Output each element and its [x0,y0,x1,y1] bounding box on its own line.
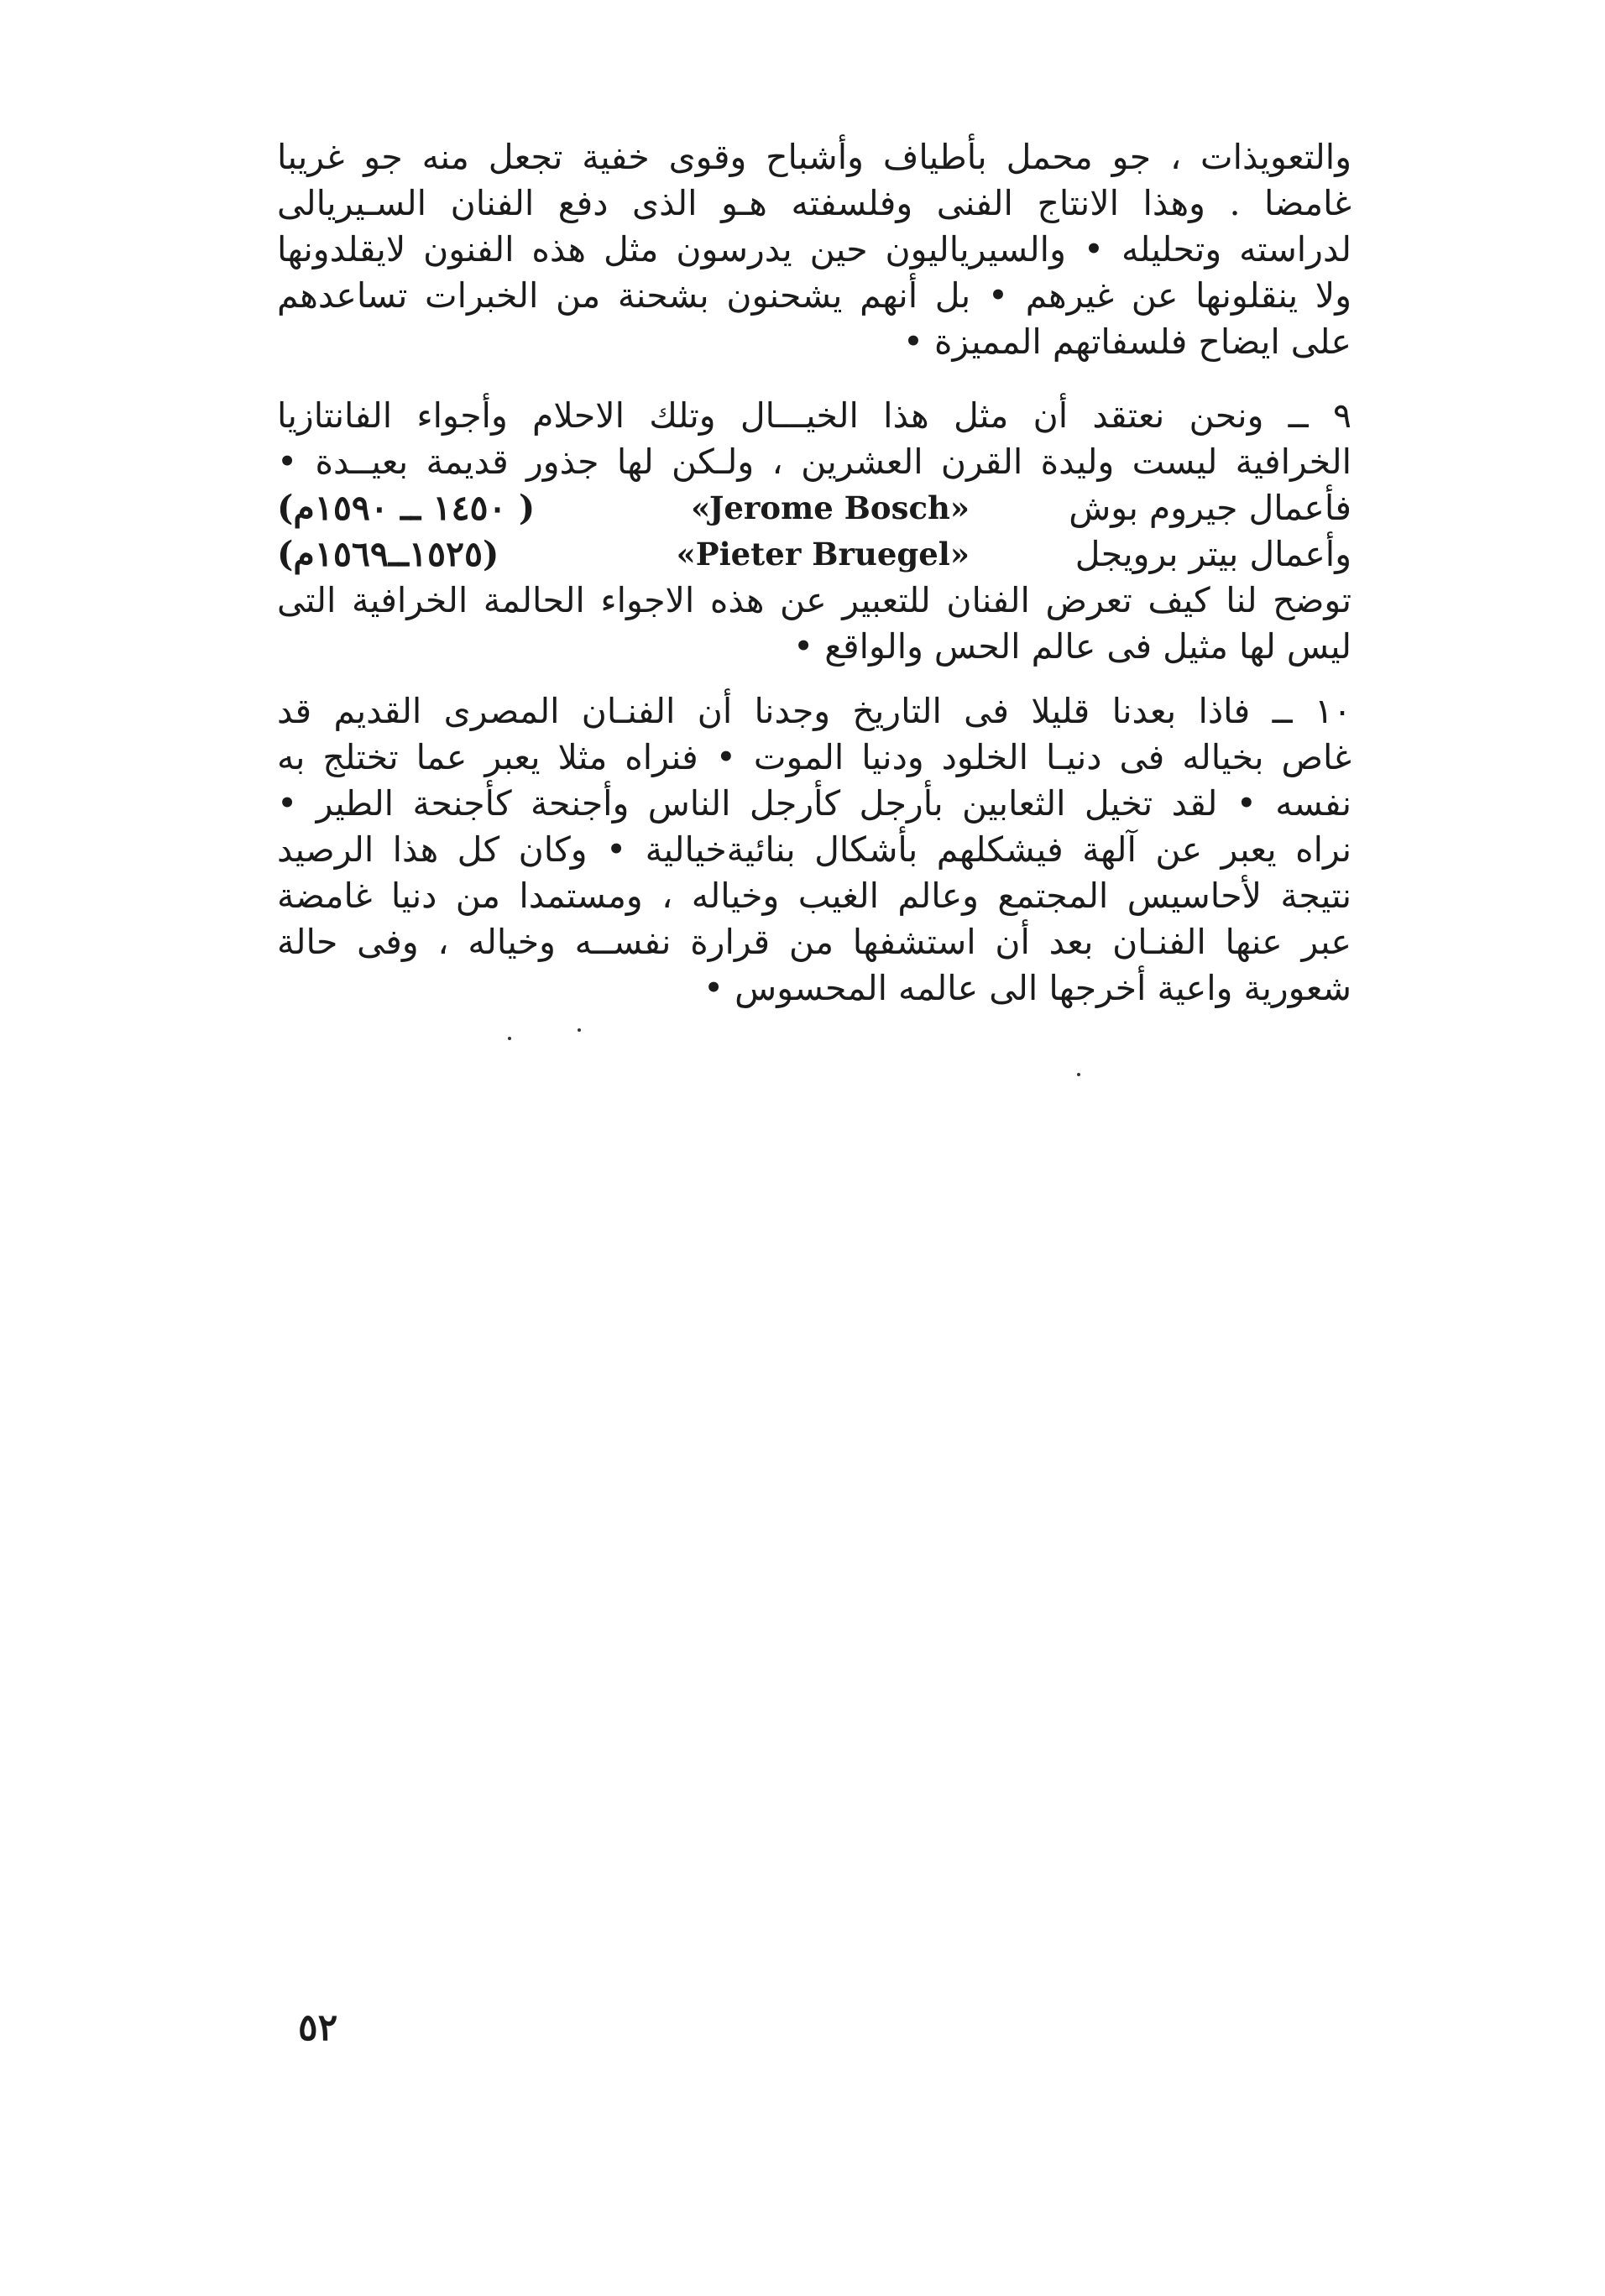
paragraph-1 [277,134,1351,365]
paragraph-line: ليس لها مثيل فى عالم الحس والواقع • [793,626,1351,667]
paragraph-2 [277,393,1351,670]
paragraph-line: نتيجة لأحاسيس المجتمع وعالم الغيب وخياله ، ومستمدا من دنيا غامضة [277,876,1351,916]
artist-dates: ( ١٤٥٠ ــ ١٥٩٠م) [277,488,536,528]
artist-works-line-bosch [277,485,1351,531]
paragraph-line: والتعويذات ، جو محمل بأطياف وأشباح وقوى خفية تجعل منه جو غريبا [277,137,1351,177]
paragraph-line: ولا ينقلونها عن غيرهم • بل أنهم يشحنون بشحنة من الخبرات تساعدهم [277,275,1351,316]
artist-works-line-bruegel [277,531,1351,578]
artist-works-arabic: وأعمال بيتر برويجل [1074,534,1351,574]
paragraph-line: ١٠ ــ فاذا بعدنا قليلا فى التاريخ وجدنا أن الفنـان المصرى القديم قد [277,691,1351,731]
paragraph-line: عبر عنها الفنـان بعد أن استشفها من قرارة نفســه وخياله ، وفى حالة [277,922,1351,962]
paragraph-line: غاص بخياله فى دنيـا الخلود ودنيا الموت • فنراه مثلا يعبر عما تختلج به [277,737,1351,777]
page-number: ٥٢ [298,2006,338,2049]
artist-name-latin: «Jerome Bosch» [691,489,970,526]
paragraph-3 [277,688,1351,1012]
scan-speck [508,1037,511,1040]
paragraph-line: توضح لنا كيف تعرض الفنان للتعبير عن هذه الاجواء الحالمة الخرافية التى [277,580,1351,620]
artist-dates: (١٥٢٥ــ١٥٦٩م) [277,534,499,574]
paragraph-line: غامضا . وهذا الانتاج الفنى وفلسفته هـو الذى دفع الفنان السـيريالى [277,183,1351,223]
paragraph-line: على ايضاح فلسفاتهم المميزة • [902,322,1351,362]
paragraph-line: نفسه • لقد تخيل الثعابين بأرجل كأرجل الناس وأجنحة كأجنحة الطير • [277,783,1351,824]
paragraph-line: ٩ ــ ونحن نعتقد أن مثل هذا الخيـــال وتلك الاحلام وأجواء الفانتازيا [277,395,1351,436]
paragraph-line: شعورية واعية أخرجها الى عالمه المحسوس • [703,968,1351,1008]
paragraph-line: الخرافية ليست وليدة القرن العشرين ، ولـكن لها جذور قديمة بعيــدة • [277,442,1351,482]
paragraph-line: لدراسته وتحليله • والسيرياليون حين يدرسون مثل هذه الفنون لايقلدونها [277,229,1351,269]
paragraph-line: نراه يعبر عن آلهة فيشكلهم بأشكال بنائيةخيالية • وكان كل هذا الرصيد [277,829,1351,870]
artist-name-latin: «Pieter Bruegel» [676,536,970,573]
scan-speck [1077,1073,1080,1076]
scan-speck [578,1028,581,1032]
artist-works-arabic: فأعمال جيروم بوش [1069,488,1351,528]
